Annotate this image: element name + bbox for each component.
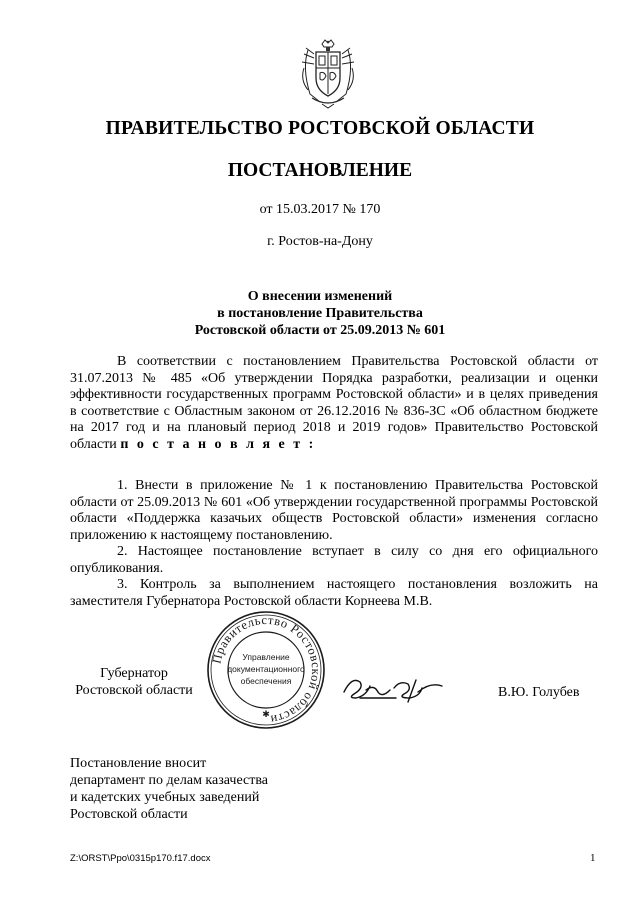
stamp-center-line-2: документационного [227,664,305,674]
signer-name: В.Ю. Голубев [498,685,580,700]
footer-file-path: Z:\ORST\Ppo\0315p170.f17.docx [70,853,211,864]
preamble-paragraph [70,354,598,453]
item-3: 3. Контроль за выполнением настоящего постановления возложить на заместителя Губернатора Ростовской области Корнеева М.В. [70,577,598,609]
government-title: ПРАВИТЕЛЬСТВО РОСТОВСКОЙ ОБЛАСТИ [105,118,535,139]
subject-line-2: в постановление Правительства [217,306,423,321]
city: г. Ростов-на-Дону [267,234,373,249]
handwritten-signature-icon [338,668,456,708]
coat-of-arms-icon [296,38,360,110]
introducer-line-1: Постановление вносит [70,756,207,771]
subject-line-1: О внесении изменений [247,289,393,304]
resolves-word: п о с т а н о в л я е т : [120,436,316,452]
introducer-block [70,755,268,823]
stamp-star-icon: ✱ [262,709,270,719]
subject-line-3: Ростовской области от 25.09.2013 № 601 [194,323,446,338]
stamp-center-line-1: Управление [242,652,290,662]
introducer-line-4: Ростовской области [70,807,188,822]
stamp-ring-text: Правительство Ростовской области [209,612,324,727]
introducer-line-2: департамент по делам казачества [70,773,268,788]
date-number: от 15.03.2017 № 170 [259,202,381,217]
official-stamp [204,608,328,732]
item-2: 2. Настоящее постановление вступает в силу со дня его официального опубликования. [70,544,598,576]
document-subject [0,288,640,339]
document-type: ПОСТАНОВЛЕНИЕ [227,160,413,181]
signatory-title [60,665,208,699]
signatory-title-line-1: Губернатор [100,666,168,681]
introducer-line-3: и кадетских учебных заведений [70,790,260,805]
stamp-center-line-3: обеспечения [240,676,292,686]
preamble-text: В соответствии с постановлением Правительства Ростовской области от 31.07.2013 № 485 «Об утверждении Порядка разработки, реализации и оценки эффективности государственных программ Ростовской области» и в целях приведения в соответствие с Областным законом от 26.12.2016 № 836-ЗС «Об областном бюджете на 2017 год и на плановый период 2018 и 2019 годов» Правительство Ростовской области [70,354,598,452]
resolution-items [70,478,598,610]
page-number: 1 [590,852,596,864]
item-1: 1. Внести в приложение № 1 к постановлению Правительства Ростовской области от 25.09.2013 № 601 «Об утверждении государственной программы Ростовской области «Поддержка казачьих обществ Ростовской области» изменения согласно приложению к настоящему постановлению. [70,478,598,543]
signatory-title-line-2: Ростовской области [75,683,193,698]
